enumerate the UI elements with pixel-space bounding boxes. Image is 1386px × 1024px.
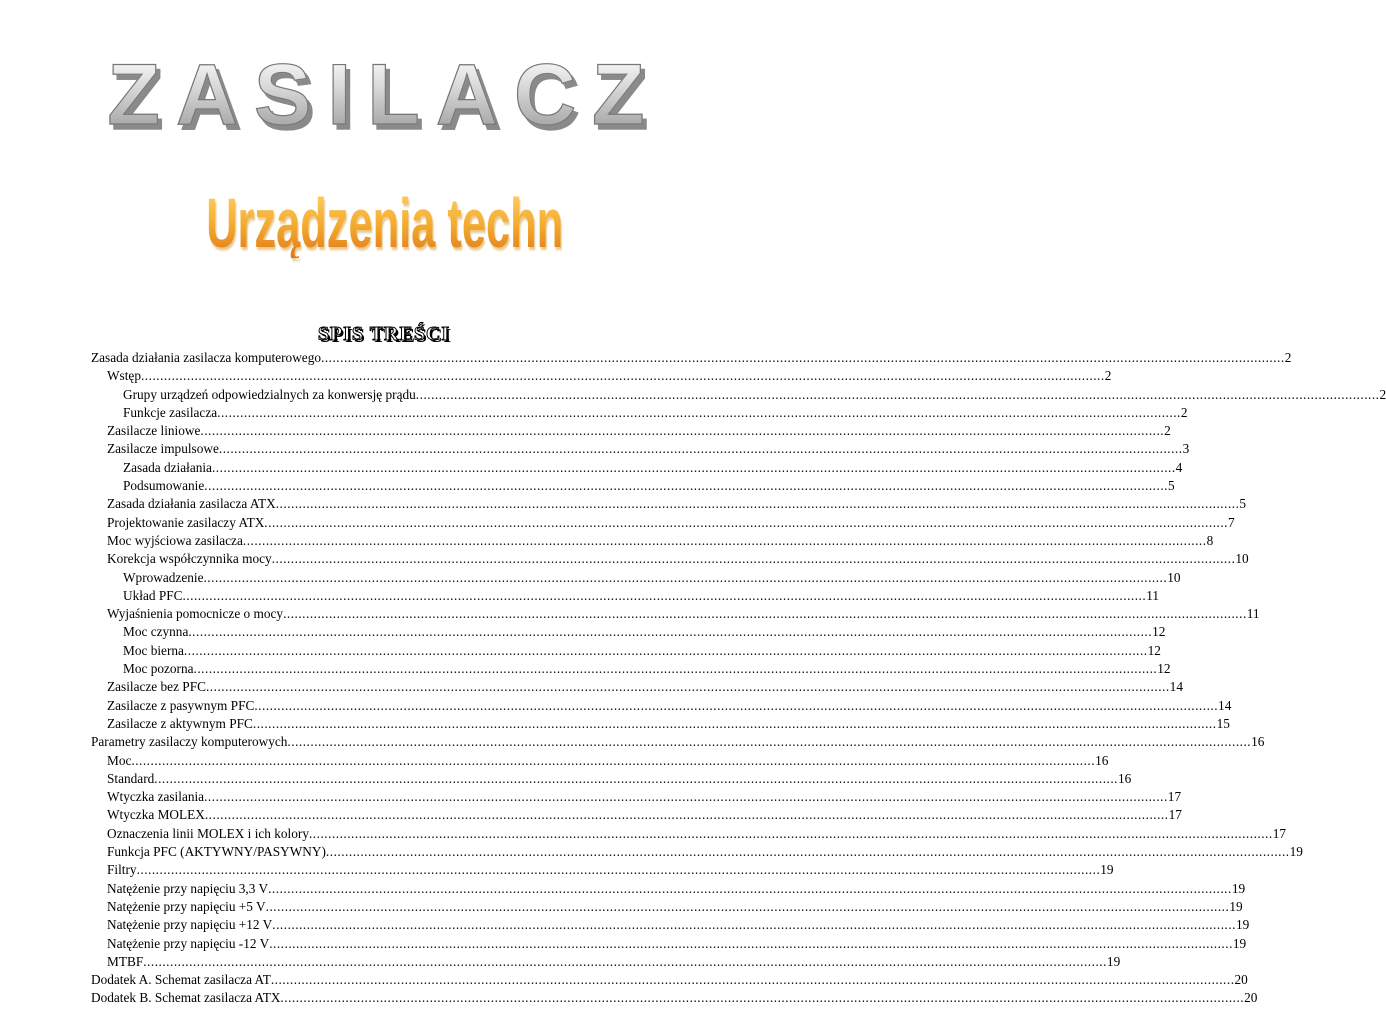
toc-dot-leader <box>205 806 1169 824</box>
toc-entry-label: Dodatek A. Schemat zasilacza AT <box>91 972 271 988</box>
toc-dot-leader <box>194 660 1158 678</box>
toc-entry[interactable] <box>91 989 1258 1007</box>
toc-entry-label: Natężenie przy napięciu 3,3 V <box>107 880 269 896</box>
toc-entry-label: Moc czynna <box>123 624 189 640</box>
toc-entry-label: Natężenie przy napięciu +12 V <box>107 917 273 933</box>
toc-entry-label: Projektowanie zasilaczy ATX <box>107 514 265 530</box>
toc-entry-page: 5 <box>1167 478 1175 494</box>
toc-dot-leader <box>326 843 1290 861</box>
toc-entry-label: Filtry <box>107 862 137 878</box>
toc-heading: SPIS TREŚCI <box>317 323 451 345</box>
toc-entry[interactable] <box>91 861 1114 879</box>
toc-entry-page: 11 <box>1246 606 1260 622</box>
toc-dot-leader <box>141 367 1105 385</box>
toc-dot-leader <box>276 495 1240 513</box>
toc-dot-leader <box>321 349 1285 367</box>
toc-entry-page: 19 <box>1232 935 1247 951</box>
toc-entry-page: 17 <box>1167 789 1182 805</box>
toc-dot-leader <box>272 550 1236 568</box>
toc-dot-leader <box>182 587 1146 605</box>
toc-entry[interactable] <box>91 678 1183 696</box>
toc-entry[interactable] <box>91 587 1159 605</box>
toc-dot-leader <box>253 715 1217 733</box>
toc-entry-page: 12 <box>1147 642 1161 658</box>
toc-dot-leader <box>283 605 1247 623</box>
toc-dot-leader <box>287 733 1251 751</box>
toc-entry[interactable] <box>91 935 1247 953</box>
toc-entry-page: 14 <box>1218 697 1232 713</box>
toc-dot-leader <box>217 404 1181 422</box>
toc-entry-label: Parametry zasilaczy komputerowych <box>91 734 288 750</box>
toc-entry-page: 19 <box>1106 953 1121 969</box>
document-subtitle: Urządzenia techniki komputerowej <box>206 184 918 262</box>
toc-entry[interactable] <box>91 880 1246 898</box>
toc-dot-leader <box>271 971 1235 989</box>
toc-entry[interactable] <box>91 422 1171 440</box>
toc-entry[interactable] <box>91 770 1132 788</box>
toc-entry-label: Wstęp <box>107 368 141 384</box>
toc-entry-label: Funkcja PFC (AKTYWNY/PASYWNY) <box>107 844 326 860</box>
document-title: ZASILACZ <box>0 52 768 138</box>
toc-entry-page: 16 <box>1117 770 1132 786</box>
toc-dot-leader <box>266 898 1230 916</box>
toc-entry-label: Oznaczenia linii MOLEX i ich kolory <box>107 825 309 841</box>
toc-entry-page: 10 <box>1235 551 1249 567</box>
toc-entry-page: 4 <box>1175 459 1183 475</box>
toc-entry-page: 2 <box>1379 386 1386 402</box>
toc-entry-label: Zasilacze impulsowe <box>107 441 219 457</box>
toc-entry-page: 2 <box>1104 368 1112 384</box>
toc-entry-page: 19 <box>1289 844 1303 860</box>
toc-entry[interactable] <box>91 386 1386 404</box>
toc-entry-label: Moc <box>107 752 132 768</box>
toc-entry-label: Zasilacze bez PFC <box>107 679 206 695</box>
toc-entry-label: Zasilacze liniowe <box>107 423 201 439</box>
toc-entry[interactable] <box>91 623 1166 641</box>
toc-entry-label: Zasada działania zasilacza ATX <box>107 496 276 512</box>
toc-entry[interactable] <box>91 733 1265 751</box>
toc-entry-page: 20 <box>1234 972 1248 988</box>
toc-entry-page: 12 <box>1157 661 1171 677</box>
toc-entry-page: 20 <box>1244 990 1258 1006</box>
toc-entry-page: 19 <box>1229 898 1243 914</box>
toc-dot-leader <box>212 459 1176 477</box>
toc-dot-leader <box>204 788 1168 806</box>
toc-dot-leader <box>280 989 1244 1007</box>
toc-entry-page: 10 <box>1167 569 1181 585</box>
toc-dot-leader <box>268 880 1232 898</box>
toc-entry-page: 19 <box>1231 880 1246 896</box>
toc-entry[interactable] <box>91 660 1171 678</box>
toc-entry-page: 11 <box>1146 587 1159 603</box>
toc-entry-label: Podsumowanie <box>123 478 205 494</box>
toc-entry-label: MTBF <box>107 953 144 969</box>
toc-entry-page: 16 <box>1095 752 1109 768</box>
toc-entry[interactable] <box>91 953 1121 971</box>
toc-entry[interactable] <box>91 788 1182 806</box>
toc-dot-leader <box>154 770 1118 788</box>
toc-entry[interactable] <box>91 440 1190 458</box>
toc-entry-page: 7 <box>1228 514 1235 530</box>
toc-entry[interactable] <box>91 367 1112 385</box>
toc-entry[interactable] <box>91 715 1230 733</box>
toc-entry-page: 17 <box>1272 825 1286 841</box>
toc-dot-leader <box>184 642 1148 660</box>
toc-entry-page: 2 <box>1164 423 1171 439</box>
toc-entry-page: 5 <box>1239 496 1247 512</box>
toc-entry-label: Dodatek B. Schemat zasilacza ATX <box>91 990 281 1006</box>
toc-dot-leader <box>254 697 1218 715</box>
toc-entry-label: Zasada działania zasilacza komputerowego <box>91 350 321 365</box>
toc-entry[interactable] <box>91 697 1232 715</box>
toc-entry[interactable] <box>91 532 1214 550</box>
toc-dot-leader <box>269 935 1233 953</box>
toc-entry[interactable] <box>91 898 1243 916</box>
toc-entry-page: 14 <box>1169 679 1183 695</box>
toc-dot-leader <box>131 752 1095 770</box>
toc-entry-label: Wtyczka MOLEX <box>107 807 205 823</box>
toc-entry-label: Natężenie przy napięciu +5 V <box>107 898 266 914</box>
toc-entry-page: 12 <box>1152 624 1166 640</box>
toc-entry-label: Funkcje zasilacza <box>123 404 218 420</box>
toc-entry-page: 19 <box>1235 917 1250 933</box>
toc-dot-leader <box>416 386 1380 404</box>
toc-dot-leader <box>137 861 1101 879</box>
toc-entry[interactable] <box>91 971 1248 989</box>
toc-dot-leader <box>206 678 1170 696</box>
table-of-contents <box>91 349 1386 1008</box>
toc-entry-label: Wprowadzenie <box>123 569 204 585</box>
toc-dot-leader <box>309 825 1273 843</box>
toc-dot-leader <box>200 422 1164 440</box>
toc-entry-page: 2 <box>1180 404 1188 420</box>
toc-entry[interactable] <box>91 569 1181 587</box>
toc-dot-leader <box>188 623 1152 641</box>
toc-entry[interactable] <box>91 477 1175 495</box>
toc-entry-label: Natężenie przy napięciu -12 V <box>107 935 270 951</box>
toc-entry-label: Moc bierna <box>123 642 184 658</box>
toc-dot-leader <box>204 477 1168 495</box>
toc-entry-page: 17 <box>1168 807 1182 823</box>
toc-dot-leader <box>219 440 1183 458</box>
toc-entry-label: Zasilacze z pasywnym PFC <box>107 697 255 713</box>
toc-entry-label: Standard <box>107 770 155 786</box>
toc-entry[interactable] <box>91 605 1260 623</box>
toc-entry-label: Zasada działania <box>123 459 212 475</box>
toc-dot-leader <box>243 532 1207 550</box>
toc-entry-page: 19 <box>1100 862 1114 878</box>
toc-entry-label: Zasilacze z aktywnym PFC <box>107 715 253 731</box>
toc-entry[interactable] <box>91 514 1235 532</box>
toc-entry-page: 2 <box>1284 350 1292 365</box>
toc-dot-leader <box>272 916 1236 934</box>
toc-entry-label: Układ PFC <box>123 587 183 603</box>
toc-entry-page: 16 <box>1251 734 1265 750</box>
toc-entry[interactable] <box>91 404 1188 422</box>
toc-entry[interactable] <box>91 916 1250 934</box>
toc-entry[interactable] <box>91 843 1303 861</box>
toc-entry[interactable] <box>91 459 1183 477</box>
toc-entry[interactable] <box>91 349 1292 367</box>
toc-entry[interactable] <box>91 752 1109 770</box>
toc-entry-label: Moc pozorna <box>123 661 194 677</box>
toc-entry[interactable] <box>91 825 1286 843</box>
toc-entry-page: 3 <box>1182 441 1190 457</box>
toc-dot-leader <box>143 953 1107 971</box>
toc-entry-label: Korekcja współczynnika mocy <box>107 551 272 567</box>
toc-entry-page: 8 <box>1206 532 1214 548</box>
toc-entry[interactable] <box>91 550 1249 568</box>
toc-entry-label: Wtyczka zasilania <box>107 789 205 805</box>
toc-dot-leader <box>264 514 1228 532</box>
toc-dot-leader <box>203 569 1167 587</box>
toc-entry[interactable] <box>91 806 1182 824</box>
toc-entry[interactable] <box>91 495 1247 513</box>
toc-entry-page: 15 <box>1216 715 1230 731</box>
toc-entry[interactable] <box>91 642 1161 660</box>
toc-entry-label: Grupy urządzeń odpowiedzialnych za konwersję prądu <box>123 386 416 402</box>
toc-entry-label: Wyjaśnienia pomocnicze o mocy <box>107 606 284 622</box>
toc-entry-label: Moc wyjściowa zasilacza <box>107 532 243 548</box>
